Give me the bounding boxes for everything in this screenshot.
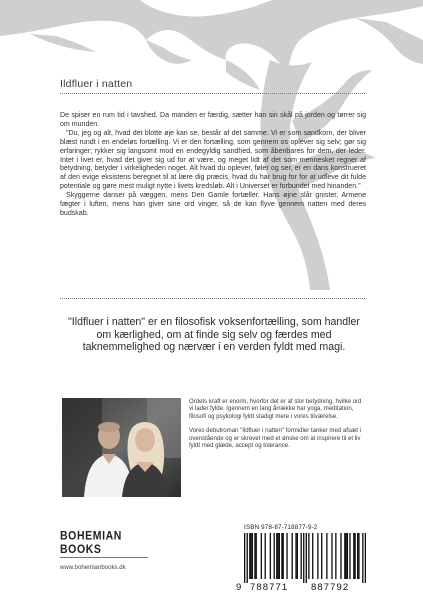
publisher-block xyxy=(60,529,150,571)
barcode-bar xyxy=(308,533,309,579)
barcode-bar xyxy=(301,533,302,579)
barcode-left-digits: 788771 xyxy=(250,582,289,593)
isbn-barcode xyxy=(236,522,372,596)
barcode-right-digits: 887792 xyxy=(311,582,350,593)
barcode-bar xyxy=(345,533,346,579)
barcode-bar xyxy=(365,533,366,583)
barcode-bar xyxy=(279,533,280,579)
barcode-bar xyxy=(358,533,359,579)
publisher-url[interactable]: www.bohemianbooks.dk xyxy=(60,564,126,571)
barcode-first-digit: 9 xyxy=(236,582,242,593)
description-paragraph: Ordets kraft er enorm, hvorfor det er af stor betydning, hvilke ord vi lader fylde. Igennem en lang årrække har yoga, meditation, filosofi og psykologi fyldt stadigt mere i vores tilværelse. xyxy=(189,399,362,420)
barcode-bar xyxy=(335,533,336,579)
publisher-divider xyxy=(60,557,148,558)
barcode-bar xyxy=(247,533,248,583)
barcode-bar xyxy=(283,533,284,579)
barcode-bar xyxy=(292,533,293,579)
barcode-bar xyxy=(286,533,287,579)
barcode-bar xyxy=(244,533,245,583)
story-paragraph: "Du, jeg og alt, hvad det blotte øje kan se, består af det samme. Vi er som sandkorn, der bliver blæst rundt i en endeløs fortælling. Vi er den fortælling, som gennem os oplever sig selv; gør sig erfaringer; rykker sig langsomt mod en endegyldig sandhed, som åbenbares for dem, der leder. Intet i livet er, hvad det giver sig ud for at være, og meget lidt af det som mennesket regner af betydning, betyder i virkeligheden noget. Alt hvad du oplever, føler og ser, er en dans konstrueret af den evige eksistens beregnet til at lære dig præcis, hvad du har brug for for at udleve dit fulde potentiale og gøre mest muligt nytte i livets kredsløb. Alt i Universet er forbundet med hinanden." xyxy=(60,129,366,191)
barcode-bar xyxy=(254,533,255,579)
barcode-bar xyxy=(252,533,253,579)
barcode-bar xyxy=(261,533,262,579)
story-paragraph: Skyggerne danser på væggen, mens Den Gamle fortæller. Hans øjne slår gnister. Armene fægter i luften, mens han giver sine ord vinger, så de kan flyve gennem natten med deres budskab. xyxy=(60,192,366,217)
description-paragraph: Vores debutroman "Ildfluer i natten" formidler tanker med afsæt i ovenstående og er skrevet med et ønske om at inspirere til et liv fyldt med glæde, accept og tolerance. xyxy=(189,428,362,450)
barcode-bar xyxy=(362,533,363,583)
barcode-bar xyxy=(326,533,327,579)
barcode-bar xyxy=(344,533,345,579)
divider-middle xyxy=(60,298,365,299)
barcode-bar xyxy=(256,533,257,579)
barcode-bar xyxy=(312,533,313,579)
barcode-bar xyxy=(281,533,282,579)
barcode-bar xyxy=(306,533,307,583)
barcode-bar xyxy=(249,533,250,579)
author-photo xyxy=(62,398,181,497)
barcode-bar xyxy=(347,533,348,579)
publisher-logo: BOHEMIAN BOOKS xyxy=(60,529,122,557)
barcode-bar xyxy=(270,533,271,579)
barcode-bar xyxy=(353,533,354,579)
book-title: Ildfluer i natten xyxy=(60,78,133,90)
barcode-bar xyxy=(274,533,275,579)
barcode-bar xyxy=(295,533,296,579)
story-excerpt xyxy=(60,112,366,219)
barcode-bar xyxy=(317,533,318,579)
author-description xyxy=(189,399,367,450)
barcode-bar xyxy=(357,533,358,579)
barcode-bar xyxy=(340,533,341,579)
barcode-bar xyxy=(277,533,278,579)
story-paragraph: De spiser en rum tid i tavshed. Da manden er færdig, sætter han sin skål på jorden og tørrer sig om munden. xyxy=(60,112,366,128)
barcode-bar xyxy=(276,533,277,579)
barcode-bar xyxy=(250,533,251,579)
isbn-label: ISBN 978-87-718877-9-2 xyxy=(244,524,318,531)
divider-top xyxy=(60,93,365,94)
book-blurb: "Ildfluer i natten" er en filosofisk voksenfortælling, som handler om kærlighed, om at finde sig selv og færdes med taknemmelighed og nærvær i en verden fyldt med magi. xyxy=(68,316,360,354)
barcode-bars xyxy=(244,533,366,583)
barcode-bar xyxy=(297,533,298,579)
barcode-bar xyxy=(354,533,355,579)
barcode-bar xyxy=(349,533,350,579)
barcode-bar xyxy=(321,533,322,579)
barcode-bar xyxy=(265,533,266,579)
barcode-bar xyxy=(303,533,304,583)
barcode-bar xyxy=(331,533,332,579)
